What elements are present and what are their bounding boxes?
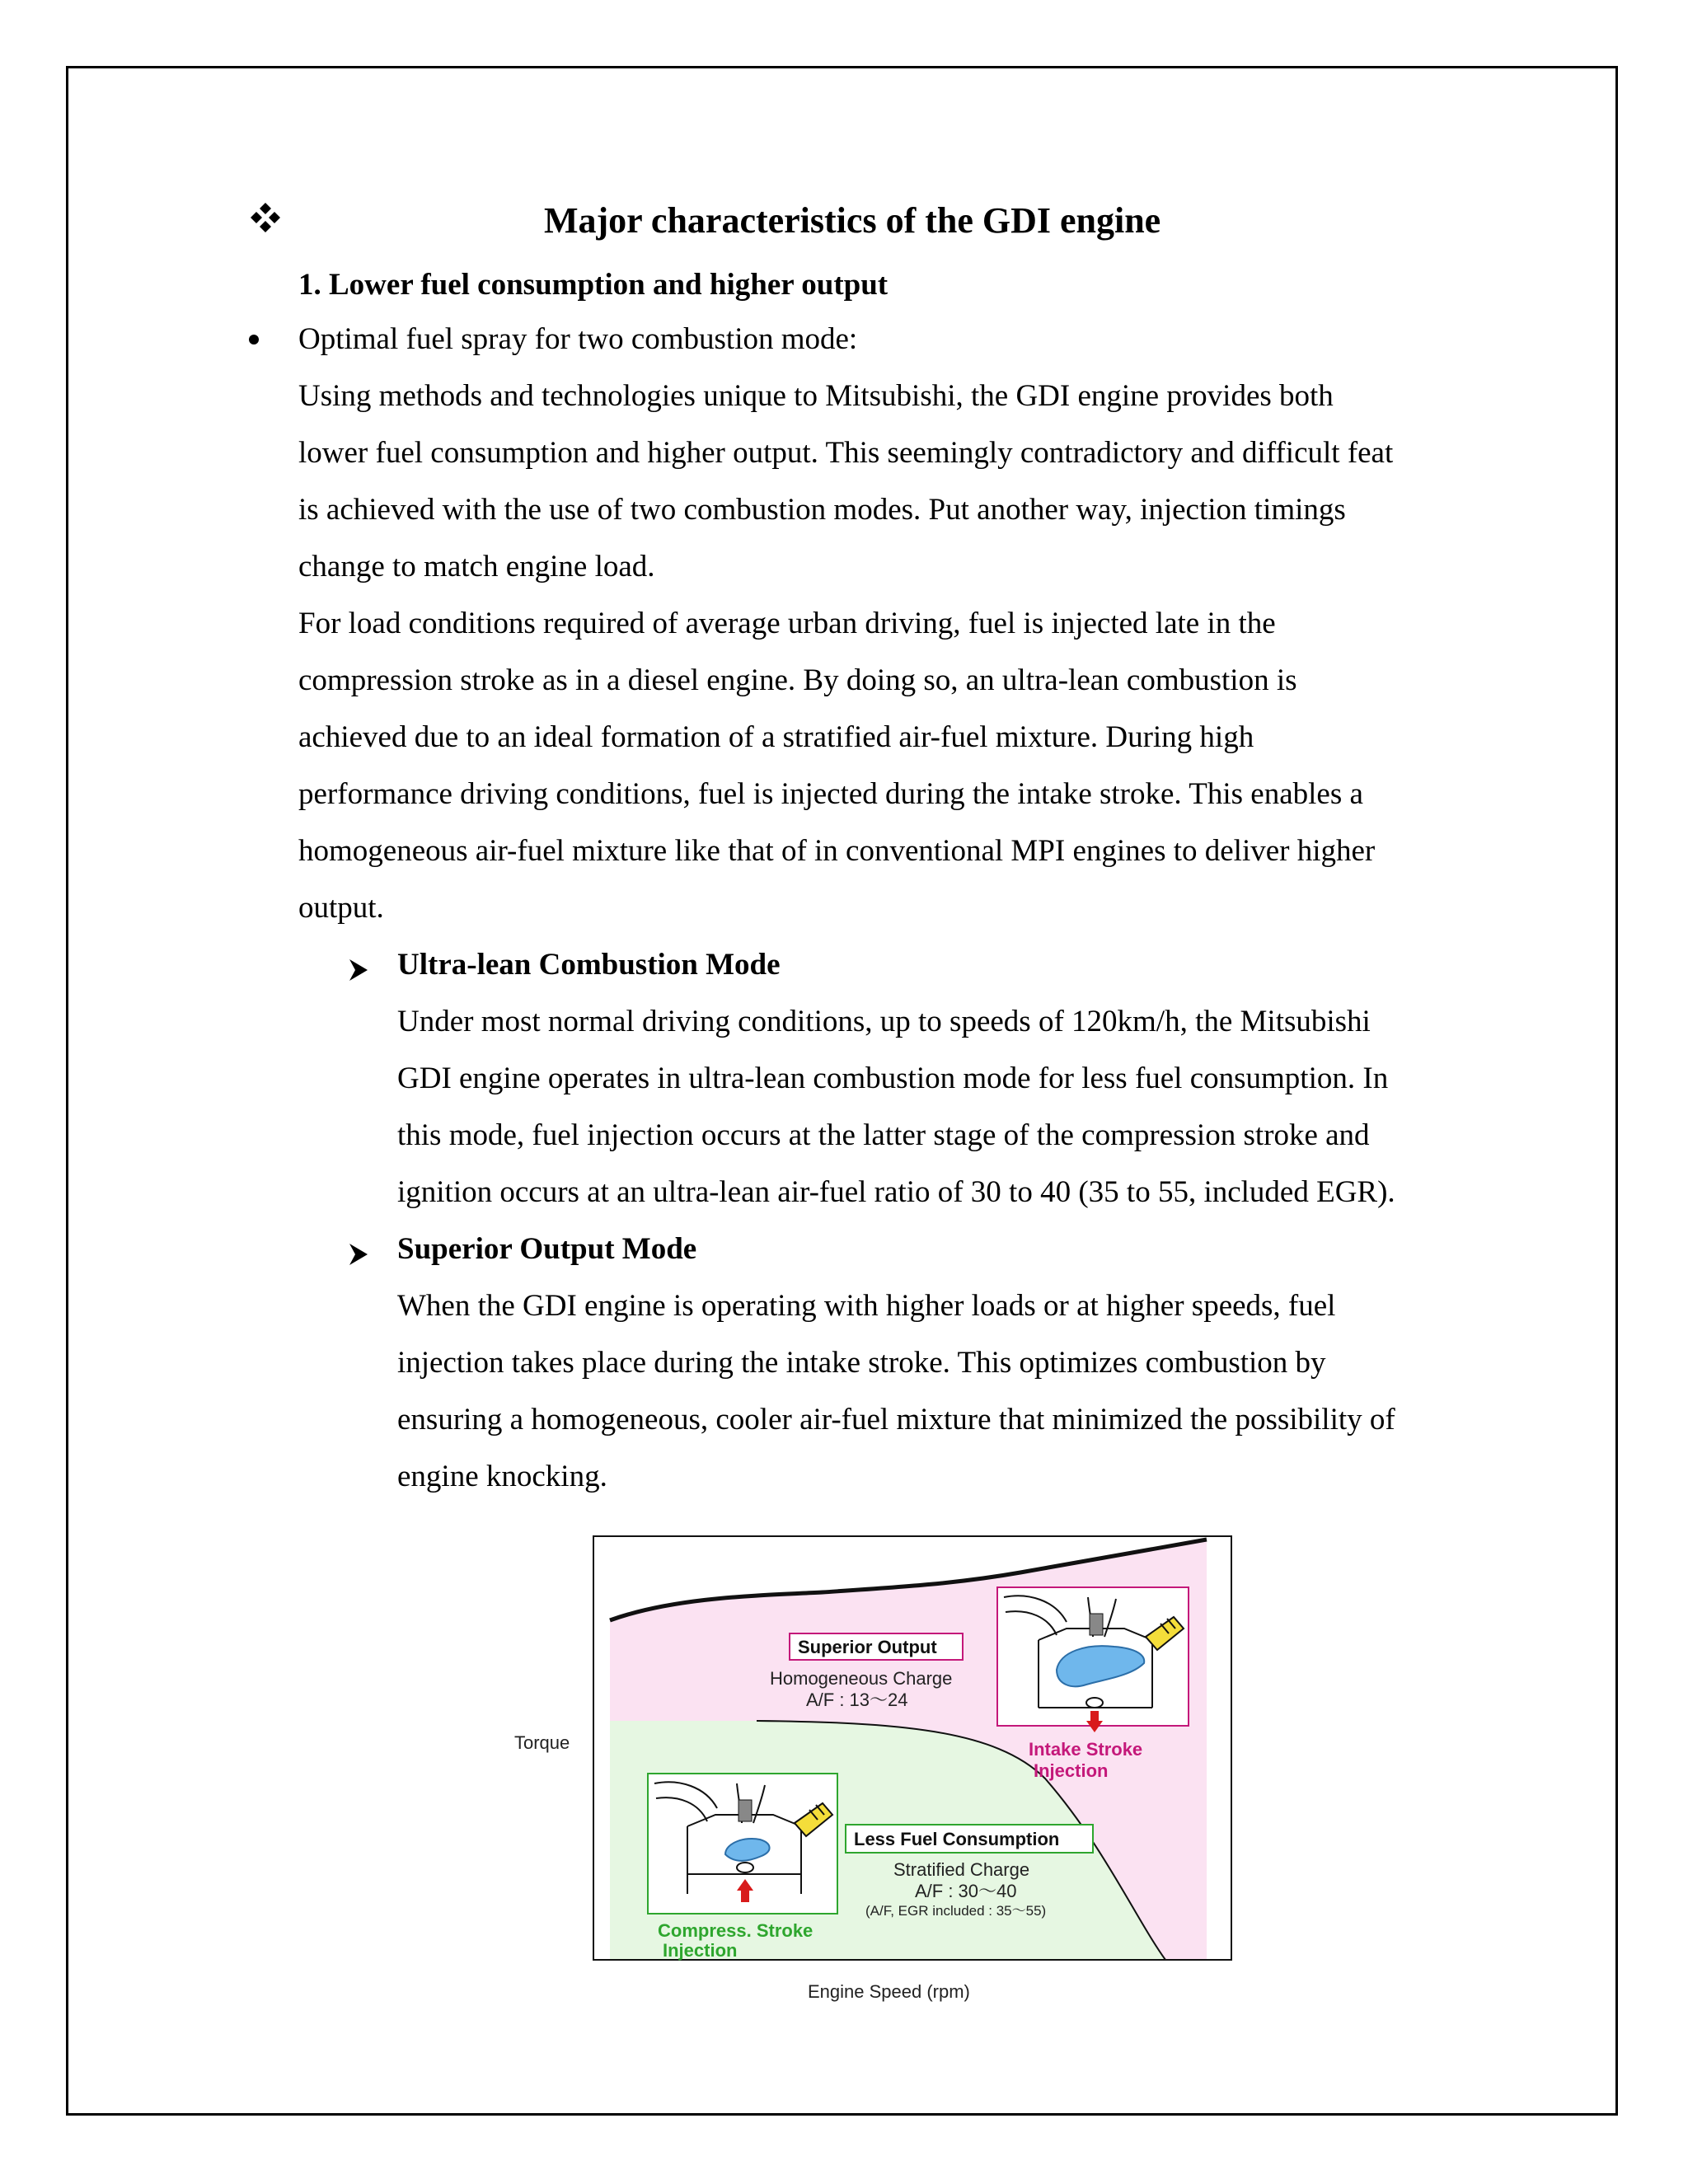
paragraph-line: For load conditions required of average urban driving, fuel is injected late in the	[298, 607, 1276, 640]
section-title: 1. Lower fuel consumption and higher output	[298, 268, 889, 302]
superior-ratio-label: A/F : 13～24	[806, 1690, 908, 1710]
intake-injection-label: Injection	[1034, 1760, 1109, 1781]
page-title-text: Major characteristics of the GDI engine	[544, 200, 1161, 241]
paragraph-line: compression stroke as in a diesel engine. By doing so, an ultra-lean combustion is	[298, 663, 1297, 697]
paragraph-line: this mode, fuel injection occurs at the latter stage of the compression stroke and	[397, 1118, 1370, 1152]
paragraph-line: homogeneous air-fuel mixture like that of in conventional MPI engines to deliver higher	[298, 834, 1376, 868]
x-axis-label: Engine Speed (rpm)	[808, 1981, 970, 2002]
paragraph-line: change to match engine load.	[298, 550, 655, 583]
mode-title-ultra-lean: Ultra-lean Combustion Mode	[397, 948, 781, 982]
paragraph-line: ensuring a homogeneous, cooler air-fuel mixture that minimized the possibility of	[397, 1403, 1395, 1436]
paragraph-line: Under most normal driving conditions, up to speeds of 120km/h, the Mitsubishi	[397, 1005, 1371, 1038]
bullet-title: Optimal fuel spray for two combustion mode:	[298, 322, 858, 356]
arrowhead-bullet-icon	[349, 959, 368, 981]
paragraph-line: performance driving conditions, fuel is injected during the intake stroke. This enables a	[298, 777, 1363, 811]
compress-stroke-engine-illustration	[648, 1774, 837, 1914]
superior-charge-label: Homogeneous Charge	[770, 1668, 953, 1689]
bullet-dot-icon	[249, 335, 259, 344]
paragraph-line: GDI engine operates in ultra-lean combustion mode for less fuel consumption. In	[397, 1062, 1389, 1095]
compress-injection-label: Injection	[663, 1940, 738, 1961]
paragraph-line: Using methods and technologies unique to Mitsubishi, the GDI engine provides both	[298, 379, 1334, 413]
less-fuel-label: Less Fuel Consumption	[854, 1829, 1060, 1849]
intake-stroke-label: Intake Stroke	[1029, 1739, 1143, 1760]
paragraph-line: lower fuel consumption and higher output. This seemingly contradictory and difficult feat	[298, 436, 1394, 470]
four-diamond-bullet-icon	[249, 201, 282, 234]
superior-output-label: Superior Output	[798, 1637, 937, 1657]
paragraph-line: injection takes place during the intake stroke. This optimizes combustion by	[397, 1346, 1326, 1380]
paragraph-line: When the GDI engine is operating with higher loads or at higher speeds, fuel	[397, 1289, 1336, 1323]
combustion-mode-diagram	[509, 1531, 1284, 2009]
paragraph-line: achieved due to an ideal formation of a stratified air-fuel mixture. During high	[298, 720, 1254, 754]
paragraph-line: engine knocking.	[397, 1460, 607, 1493]
paragraph-line: is achieved with the use of two combustion modes. Put another way, injection timings	[298, 493, 1346, 527]
compress-stroke-label: Compress. Stroke	[658, 1920, 814, 1941]
y-axis-label: Torque	[514, 1732, 570, 1753]
less-fuel-charge-label: Stratified Charge	[893, 1859, 1030, 1880]
less-fuel-ratio-label: A/F : 30～40	[915, 1881, 1017, 1901]
intake-stroke-engine-illustration	[997, 1587, 1189, 1732]
egr-note-label: (A/F, EGR included : 35～55)	[865, 1903, 1047, 1919]
paragraph-line: ignition occurs at an ultra-lean air-fuel ratio of 30 to 40 (35 to 55, included EGR).	[397, 1175, 1395, 1209]
paragraph-line: output.	[298, 891, 384, 925]
arrowhead-bullet-icon	[349, 1244, 368, 1265]
mode-title-superior-output: Superior Output Mode	[397, 1232, 697, 1266]
